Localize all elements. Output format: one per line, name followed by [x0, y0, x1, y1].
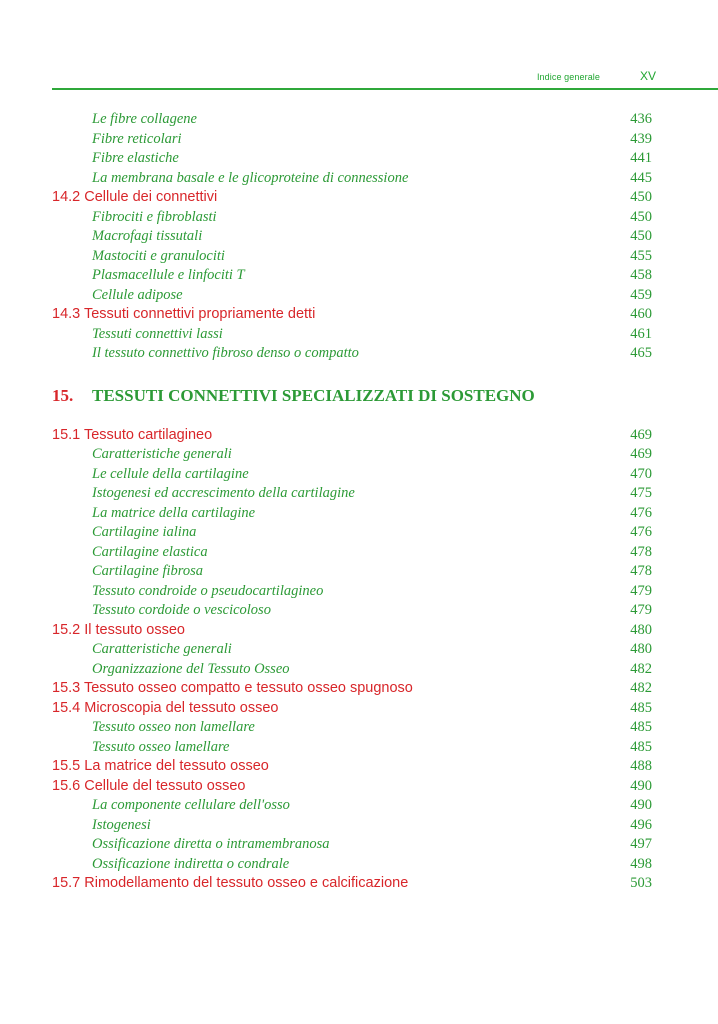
- toc-entry-title: Le cellule della cartilagine: [92, 465, 249, 482]
- toc-subsection-entry: [52, 484, 652, 504]
- toc-entry-page: 485: [630, 719, 652, 735]
- toc-entry-title: Tessuti connettivi lassi: [92, 325, 223, 342]
- toc-entry-title: Caratteristiche generali: [92, 446, 232, 462]
- toc-entry-title: Cartilagine fibrosa: [92, 563, 204, 579]
- toc-entry-page: 450: [630, 208, 652, 225]
- toc-entry-page: 450: [630, 189, 652, 205]
- toc-entry-title: 15.1 Tessuto cartilagineo: [52, 426, 213, 443]
- toc-subsection-entry: [52, 325, 652, 345]
- toc-subsection-entry: [52, 465, 652, 485]
- header-rule: [52, 88, 718, 90]
- toc-subsection-entry: [52, 227, 652, 247]
- toc-entry-page: 503: [630, 875, 652, 891]
- toc-entry-title: 15.6 Cellule del tessuto osseo: [52, 777, 246, 794]
- toc-entry-title: Mastociti e granulociti: [92, 247, 225, 264]
- toc-entry-title: 15.5 La matrice del tessuto osseo: [52, 758, 269, 774]
- toc-entry-page: 479: [630, 602, 652, 618]
- running-header-label: Indice generale: [536, 72, 600, 82]
- chapter-heading: [52, 376, 652, 416]
- toc-entry-page: 470: [630, 465, 652, 482]
- toc-entry-page: 458: [630, 267, 652, 283]
- chapter-number: 15.: [52, 385, 74, 405]
- toc-entry-page: 461: [630, 325, 652, 342]
- toc-entry-page: 441: [630, 150, 652, 166]
- toc-entry-page: 475: [630, 485, 652, 501]
- toc-subsection-entry: [52, 208, 652, 228]
- toc-subsection-entry: [52, 286, 652, 306]
- toc-entry-title: La componente cellulare dell'osso: [92, 797, 290, 813]
- toc-section-entry: [52, 699, 652, 719]
- toc-entry-title: Cellule adipose: [92, 286, 183, 303]
- toc-entry-title: 15.2 Il tessuto osseo: [52, 621, 185, 638]
- toc-entry-page: 460: [630, 306, 652, 322]
- toc-entry-page: 497: [630, 836, 652, 852]
- toc-entry-page: 459: [630, 286, 652, 303]
- page-number: XV: [639, 69, 656, 83]
- toc-entry-page: 480: [630, 621, 652, 638]
- toc-entry-page: 465: [630, 345, 652, 361]
- toc-entry-title: Tessuto osseo non lamellare: [92, 719, 255, 735]
- toc-subsection-entry: [52, 247, 652, 267]
- toc-entry-title: Le fibre collagene: [92, 111, 197, 127]
- toc-entry-title: Il tessuto connettivo fibroso denso o compatto: [92, 345, 359, 361]
- toc-entry-page: 485: [630, 699, 652, 716]
- toc-entry-title: 15.3 Tessuto osseo compatto e tessuto osseo spugnoso: [52, 680, 413, 696]
- toc-subsection-entry: [52, 855, 652, 875]
- toc-entry-page: 476: [630, 524, 652, 540]
- toc-section-entry: [52, 305, 652, 325]
- toc-subsection-entry: [52, 266, 652, 286]
- toc-entry-title: Istogenesi ed accrescimento della cartilagine: [92, 485, 355, 501]
- toc-subsection-entry: [52, 344, 652, 364]
- toc-subsection-entry: [52, 149, 652, 169]
- toc-entry-page: 436: [630, 111, 652, 127]
- toc-entry-page: 490: [630, 797, 652, 813]
- toc-section-entry: [52, 621, 652, 641]
- toc-section-entry: [52, 188, 652, 208]
- toc-entry-page: 482: [630, 680, 652, 696]
- toc-subsection-entry: [52, 562, 652, 582]
- toc-entry-title: Cartilagine ialina: [92, 524, 197, 540]
- toc-entry-page: 490: [630, 777, 652, 794]
- toc-list-chapter-14: [52, 110, 652, 364]
- toc-entry-page: 488: [630, 758, 652, 774]
- toc-entry-title: Tessuto condroide o pseudocartilagineo: [92, 582, 324, 599]
- toc-entry-page: 455: [630, 247, 652, 264]
- toc-entry-page: 482: [630, 660, 652, 677]
- toc-section-entry: [52, 679, 652, 699]
- toc-entry-page: 478: [630, 543, 652, 560]
- toc-entry-title: Ossificazione indiretta o condrale: [92, 855, 290, 872]
- running-header: [0, 62, 718, 92]
- toc-entry-page: 476: [630, 504, 652, 521]
- toc-entry-title: Istogenesi: [92, 816, 151, 833]
- toc-entry-title: Fibrociti e fibroblasti: [92, 208, 217, 225]
- toc-entry-page: 450: [630, 228, 652, 244]
- toc-entry-title: Tessuto osseo lamellare: [92, 738, 230, 755]
- toc-entry-title: Fibre elastiche: [92, 150, 179, 166]
- toc-entry-title: Macrofagi tissutali: [92, 228, 203, 244]
- toc-entry-title: Organizzazione del Tessuto Osseo: [92, 660, 290, 677]
- toc-entry-page: 445: [630, 169, 652, 186]
- toc-entry-page: 469: [630, 446, 652, 462]
- toc-entry-title: Tessuto cordoide o vescicoloso: [92, 602, 271, 618]
- toc-section-entry: [52, 874, 652, 894]
- toc-entry-title: Plasmacellule e linfociti T: [92, 267, 245, 283]
- toc-entry-page: 469: [630, 426, 652, 443]
- toc-subsection-entry: [52, 816, 652, 836]
- chapter-title: TESSUTI CONNETTIVI SPECIALIZZATI DI SOSTEGNO: [92, 385, 535, 405]
- toc-subsection-entry: [52, 640, 652, 660]
- toc-subsection-entry: [52, 835, 652, 855]
- toc-entry-page: 496: [630, 816, 652, 833]
- toc-entry-page: 479: [630, 582, 652, 599]
- toc-entry-page: 439: [630, 130, 652, 147]
- toc-subsection-entry: [52, 504, 652, 524]
- toc-entry-title: La membrana basale e le glicoproteine di connessione: [92, 169, 409, 186]
- toc-entry-page: 498: [630, 855, 652, 872]
- toc-entry-title: Caratteristiche generali: [92, 641, 232, 657]
- toc-entry-title: Cartilagine elastica: [92, 543, 208, 560]
- toc-subsection-entry: [52, 523, 652, 543]
- toc-entry-page: 480: [630, 641, 652, 657]
- toc-subsection-entry: [52, 445, 652, 465]
- toc-subsection-entry: [52, 660, 652, 680]
- toc-subsection-entry: [52, 169, 652, 189]
- toc-entry-title: 15.7 Rimodellamento del tessuto osseo e calcificazione: [52, 875, 409, 891]
- toc-entry-title: 15.4 Microscopia del tessuto osseo: [52, 699, 279, 716]
- toc-subsection-entry: [52, 110, 652, 130]
- toc-subsection-entry: [52, 601, 652, 621]
- toc-section-entry: [52, 777, 652, 797]
- toc-subsection-entry: [52, 796, 652, 816]
- toc-entry-title: Ossificazione diretta o intramembranosa: [92, 836, 330, 852]
- toc-subsection-entry: [52, 543, 652, 563]
- table-of-contents: [52, 110, 652, 894]
- toc-entry-page: 485: [630, 738, 652, 755]
- toc-entry-page: 478: [630, 563, 652, 579]
- toc-entry-title: La matrice della cartilagine: [92, 504, 256, 521]
- toc-list-chapter-15: [52, 426, 652, 894]
- toc-subsection-entry: [52, 738, 652, 758]
- toc-subsection-entry: [52, 582, 652, 602]
- toc-section-entry: [52, 426, 652, 446]
- toc-subsection-entry: [52, 718, 652, 738]
- toc-entry-title: Fibre reticolari: [92, 130, 182, 147]
- toc-subsection-entry: [52, 130, 652, 150]
- toc-entry-title: 14.3 Tessuti connettivi propriamente detti: [52, 306, 316, 322]
- toc-section-entry: [52, 757, 652, 777]
- toc-entry-title: 14.2 Cellule dei connettivi: [52, 189, 218, 205]
